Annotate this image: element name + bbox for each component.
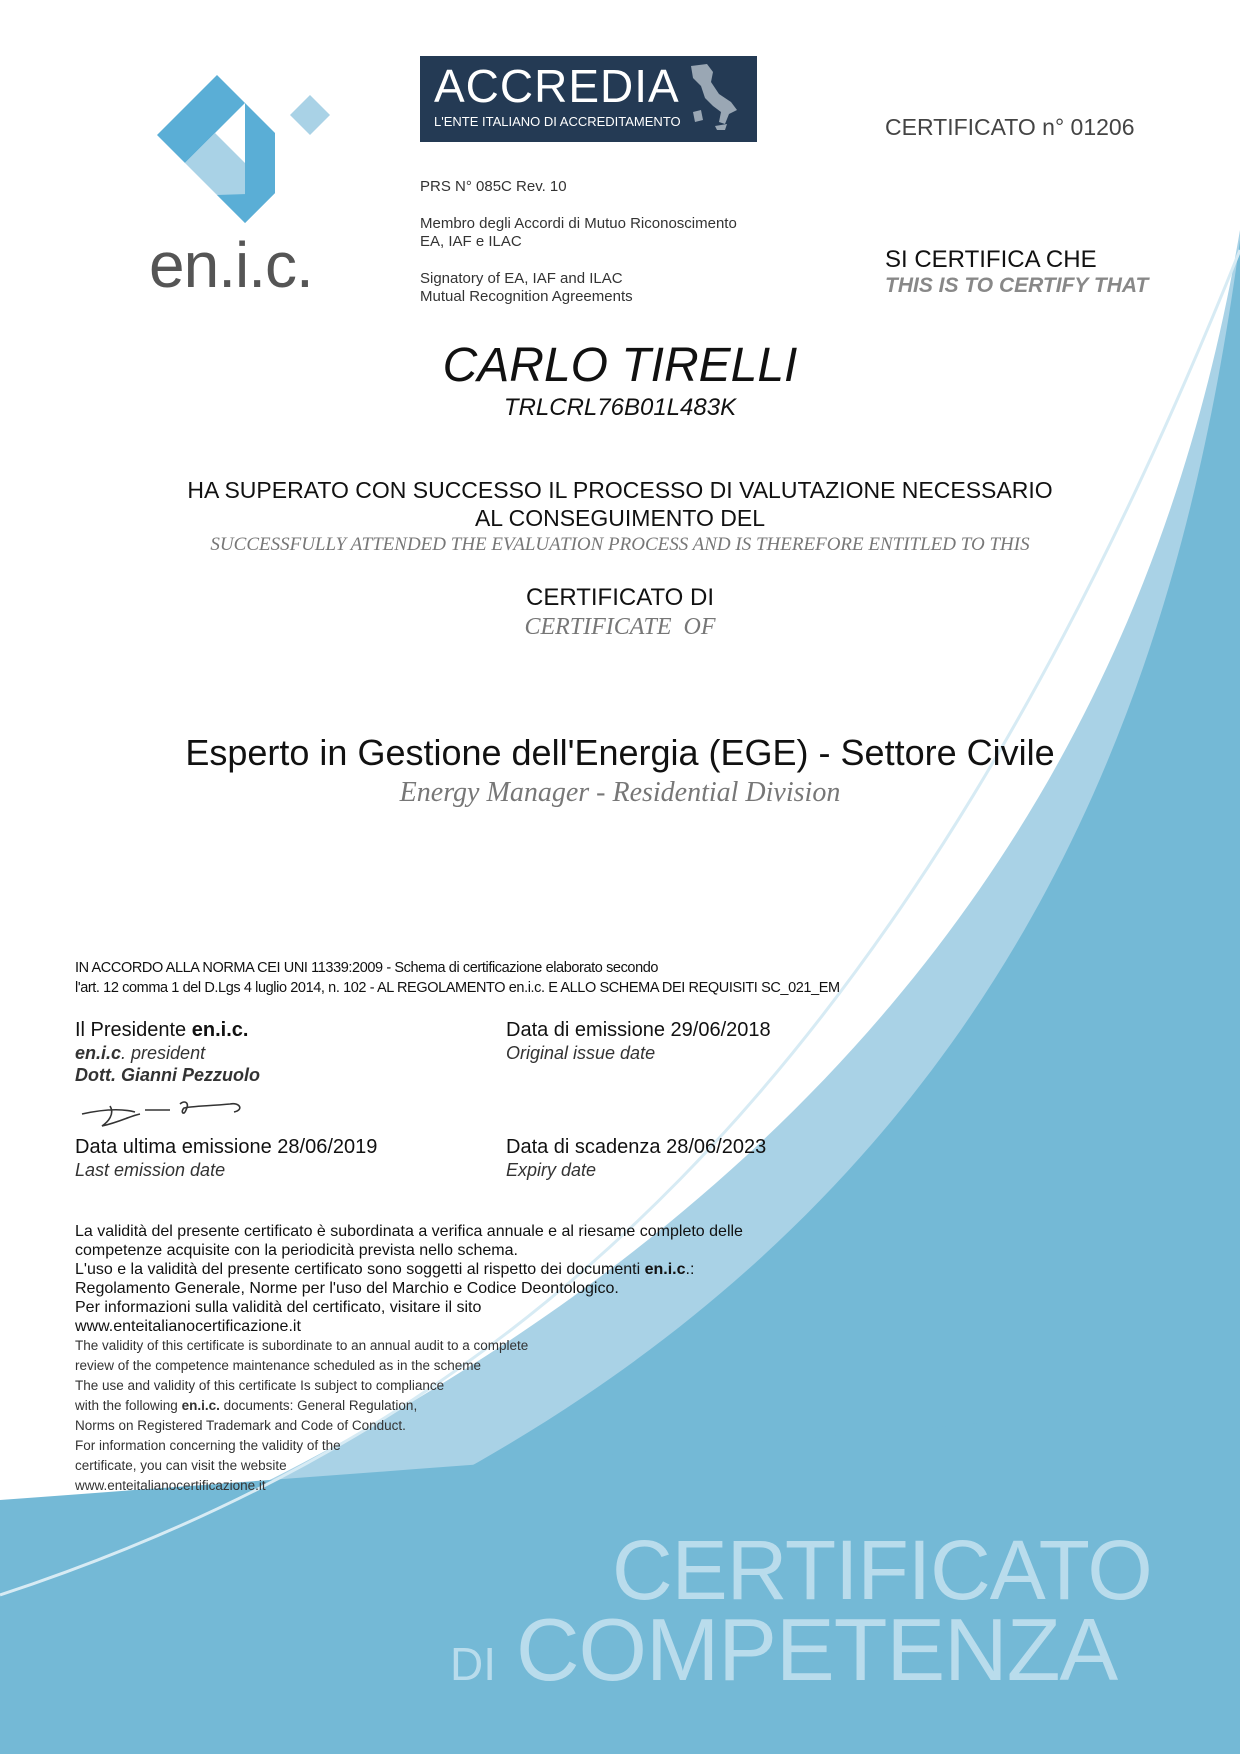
- italy-map-icon: [683, 62, 743, 132]
- validity-it-line3: [75, 1260, 743, 1279]
- validity-it-line1: La validità del presente certificato è subordinata a verifica annuale e al riesame completo delle: [75, 1223, 743, 1240]
- holder-name: CARLO TIRELLI: [442, 339, 798, 392]
- norm-line1: IN ACCORDO ALLA NORMA CEI UNI 11339:2009 - Schema di certificazione elaborato secondo: [75, 960, 659, 976]
- validity-en-line6: For information concerning the validity of the: [75, 1438, 341, 1453]
- accredia-subtitle: L'ENTE ITALIANO DI ACCREDITAMENTO: [434, 114, 681, 129]
- president-label-enic: en.i.c.: [191, 1019, 249, 1041]
- validity-en-line4-enic: en.i.c.: [181, 1398, 220, 1413]
- certify-en: THIS IS TO CERTIFY THAT: [885, 274, 1149, 297]
- president-signature: [80, 1092, 260, 1132]
- validity-it-line3-text: L'uso e la validità del presente certificato sono soggetti al rispetto dei documenti: [75, 1261, 645, 1278]
- expiry-date-en: Expiry date: [506, 1160, 597, 1180]
- validity-en-line4: [75, 1396, 528, 1416]
- accredia-member-text: [420, 215, 737, 251]
- last-emission-date: Data ultima emissione 28/06/2019: [75, 1136, 378, 1158]
- accredia-member-line2: EA, IAF e ILAC: [420, 233, 522, 250]
- validity-it: [75, 1222, 743, 1336]
- issue-date: Data di emissione 29/06/2018: [506, 1019, 771, 1041]
- footer-word-certificato: CERTIFICATO: [612, 1523, 1152, 1617]
- enic-logo-text: en.i.c.: [149, 229, 313, 301]
- enic-logo-mark: [145, 70, 345, 245]
- qualification-title: Esperto in Gestione dell'Energia (EGE) - Settore Civile: [185, 732, 1055, 773]
- certificate-of-en: CERTIFICATE OF: [524, 614, 716, 640]
- validity-en-line3: The use and validity of this certificate Is subject to compliance: [75, 1378, 445, 1393]
- accredia-logo: [420, 56, 757, 142]
- validity-en-line1: The validity of this certificate is subordinate to an annual audit to a complete: [75, 1338, 529, 1353]
- accredia-prs: PRS N° 085C Rev. 10: [420, 178, 567, 195]
- validity-en-website: www.enteitalianocertificazione.it: [75, 1478, 266, 1493]
- validity-en-line5: Norms on Registered Trademark and Code of Conduct.: [75, 1418, 406, 1433]
- accredia-title: ACCREDIA: [434, 60, 680, 112]
- validity-it-line2: competenze acquisite con la periodicità prevista nello schema.: [75, 1242, 518, 1259]
- accredia-signatory-text: [420, 270, 633, 306]
- qualification-title-en: Energy Manager - Residential Division: [399, 777, 841, 808]
- certify-it: SI CERTIFICA CHE: [885, 246, 1097, 273]
- footer-word-di: DI: [450, 1638, 496, 1690]
- validity-it-line4: Regolamento Generale, Norme per l'uso del Marchio e Codice Deontologico.: [75, 1280, 619, 1297]
- norm-text: [75, 958, 840, 998]
- validity-en-line4-text: with the following: [75, 1398, 182, 1413]
- president-en-text: . president: [121, 1043, 206, 1063]
- last-emission-date-en: Last emission date: [75, 1160, 226, 1180]
- validity-en-line7: certificate, you can visit the website: [75, 1458, 287, 1473]
- president-en-enic: en.i.c: [75, 1043, 122, 1063]
- validity-it-line3-enic: en.i.c: [644, 1261, 686, 1278]
- president-label-text: Il Presidente: [75, 1019, 192, 1041]
- validity-en-line4-end: documents: General Regulation,: [219, 1398, 418, 1413]
- footer-word-competenza: COMPETENZA: [516, 1600, 1118, 1699]
- validity-it-line3-end: .:: [685, 1261, 695, 1278]
- validity-en-line2: review of the competence maintenance scheduled as in the scheme: [75, 1358, 481, 1373]
- expiry-date: Data di scadenza 28/06/2023: [506, 1136, 767, 1158]
- accredia-member-line1: Membro degli Accordi di Mutuo Riconoscimento: [420, 215, 737, 232]
- president-en: [75, 1042, 205, 1064]
- norm-line2: l'art. 12 comma 1 del D.Lgs 4 luglio 2014, n. 102 - AL REGOLAMENTO en.i.c. E ALLO SCHEMA DEI REQUISITI SC_021_EM: [75, 980, 840, 996]
- certificate-of-it: CERTIFICATO DI: [525, 584, 714, 611]
- issue-date-en: Original issue date: [506, 1043, 656, 1063]
- accredia-signatory-line2: Mutual Recognition Agreements: [420, 288, 633, 305]
- certificate-number: CERTIFICATO n° 01206: [885, 114, 1135, 140]
- statement-en: SUCCESSFULLY ATTENDED THE EVALUATION PROCESS AND IS THEREFORE ENTITLED TO THIS: [210, 534, 1030, 555]
- validity-it-website: www.enteitalianocertificazione.it: [75, 1318, 301, 1335]
- validity-en: [75, 1336, 528, 1496]
- footer-word-competenza-line: [450, 1600, 1117, 1700]
- statement-line2: AL CONSEGUIMENTO DEL: [474, 505, 766, 531]
- accredia-signatory-line1: Signatory of EA, IAF and ILAC: [420, 270, 623, 287]
- statement-line1: HA SUPERATO CON SUCCESSO IL PROCESSO DI VALUTAZIONE NECESSARIO: [187, 477, 1053, 503]
- holder-fiscal-code: TRLCRL76B01L483K: [503, 394, 737, 421]
- validity-it-line5: Per informazioni sulla validità del certificato, visitare il sito: [75, 1299, 482, 1316]
- president-label: [75, 1018, 248, 1042]
- enic-logo: [145, 70, 345, 310]
- president-name: Dott. Gianni Pezzuolo: [75, 1065, 260, 1085]
